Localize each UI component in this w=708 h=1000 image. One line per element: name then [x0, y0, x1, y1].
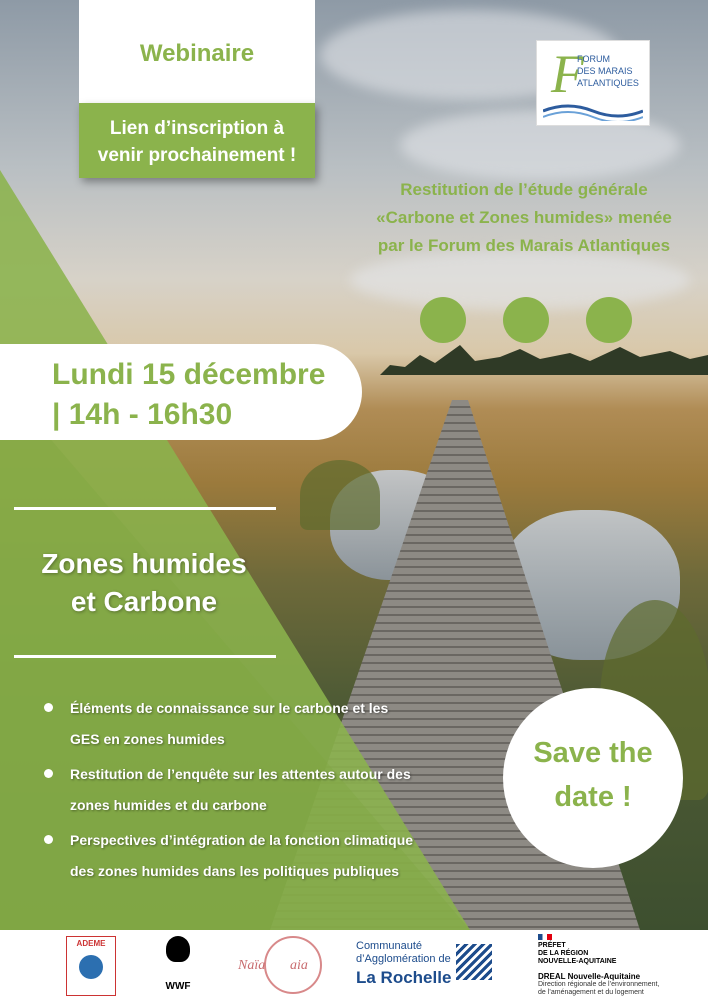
- dreal-desc-line-1: Direction régionale de l’environnement,: [538, 981, 660, 988]
- bullet-line: des zones humides dans les politiques publiques: [70, 863, 400, 879]
- topic-line-2: et Carbone: [70, 586, 218, 617]
- divider-top: [14, 507, 276, 510]
- bullet-dot: [44, 769, 53, 778]
- globe-icon: [79, 955, 103, 979]
- decorative-dot: [503, 297, 549, 343]
- cda-line-2: d’Agglomération de: [356, 953, 451, 965]
- dreal-desc-line-2: de l’aménagement et du logement: [538, 989, 644, 996]
- topic-title: [0, 545, 288, 621]
- panda-icon: [166, 936, 190, 962]
- dreal-name: DREAL Nouvelle-Aquitaine: [538, 972, 641, 981]
- cda-line-1: Communauté: [356, 940, 423, 952]
- prefet-line-3: NOUVELLE-AQUITAINE: [538, 958, 617, 965]
- topic-line-1: Zones humides: [41, 548, 247, 579]
- webinar-label: Webinaire: [139, 40, 255, 67]
- save-line-1: Save the: [533, 737, 653, 769]
- inscription-line-1: Lien d’inscription à: [109, 118, 285, 139]
- inscription-line-2: venir prochainement !: [97, 145, 297, 166]
- ademe-logo: [66, 936, 116, 996]
- event-time: | 14h - 16h30: [52, 398, 233, 431]
- restitution-line-3: par le Forum des Marais Atlantiques: [377, 236, 671, 255]
- cda-line-3: La Rochelle: [356, 968, 452, 987]
- bullet-line: zones humides et du carbone: [70, 797, 267, 813]
- wave-icon: [543, 99, 643, 121]
- restitution-text: [352, 176, 696, 260]
- save-the-date-badge: [503, 723, 683, 833]
- restitution-line-2: «Carbone et Zones humides» menée: [376, 208, 672, 227]
- bullet-list: [44, 693, 474, 891]
- logo-f-mark: F: [551, 44, 584, 104]
- flag-icon: [538, 934, 552, 940]
- decorative-dot: [586, 297, 632, 343]
- wwf-logo: [160, 934, 196, 994]
- logo-text: [577, 53, 639, 89]
- list-item: [44, 693, 474, 755]
- cda-text: [356, 940, 451, 966]
- bullet-line: Perspectives d’intégration de la fonction climatique: [70, 832, 414, 848]
- bullet-dot: [44, 703, 53, 712]
- prefet-line-1: PRÉFET: [538, 942, 566, 949]
- partner-logos: [0, 930, 708, 1000]
- dreal-description: [538, 981, 698, 997]
- logo-line-1: FORUM: [577, 54, 610, 64]
- prefet-line-2: DE LA RÉGION: [538, 950, 589, 957]
- dreal-logo: [538, 934, 698, 998]
- bullet-line: GES en zones humides: [70, 731, 225, 747]
- forum-logo: [536, 40, 650, 126]
- list-item: [44, 825, 474, 887]
- inscription-text: [79, 115, 315, 169]
- inscription-box: [79, 103, 315, 178]
- wwf-label: WWF: [165, 981, 191, 992]
- date-box: [0, 344, 362, 440]
- la-rochelle-logo: [356, 938, 496, 994]
- prefet-text: [538, 942, 616, 966]
- restitution-line-1: Restitution de l’étude générale: [400, 180, 648, 199]
- save-line-2: date !: [554, 781, 632, 813]
- logo-line-2: DES MARAIS: [577, 66, 633, 76]
- stripes-icon: [456, 944, 492, 980]
- logo-line-3: ATLANTIQUES: [577, 78, 639, 88]
- naia-label: Naïa: [238, 958, 266, 973]
- webinar-box: [79, 0, 315, 103]
- ademe-label: ADEME: [76, 939, 106, 948]
- bullet-dot: [44, 835, 53, 844]
- event-date: Lundi 15 décembre: [52, 358, 326, 391]
- list-item: [44, 759, 474, 821]
- bullet-line: Restitution de l’enquête sur les attentes autour des: [70, 766, 411, 782]
- bullet-line: Éléments de connaissance sur le carbone et les: [70, 700, 389, 716]
- save-the-date-text: [503, 731, 683, 819]
- gaia-label: aia: [290, 958, 308, 973]
- decorative-dot: [420, 297, 466, 343]
- naia-gaia-logo: [238, 936, 320, 992]
- divider-bottom: [14, 655, 276, 658]
